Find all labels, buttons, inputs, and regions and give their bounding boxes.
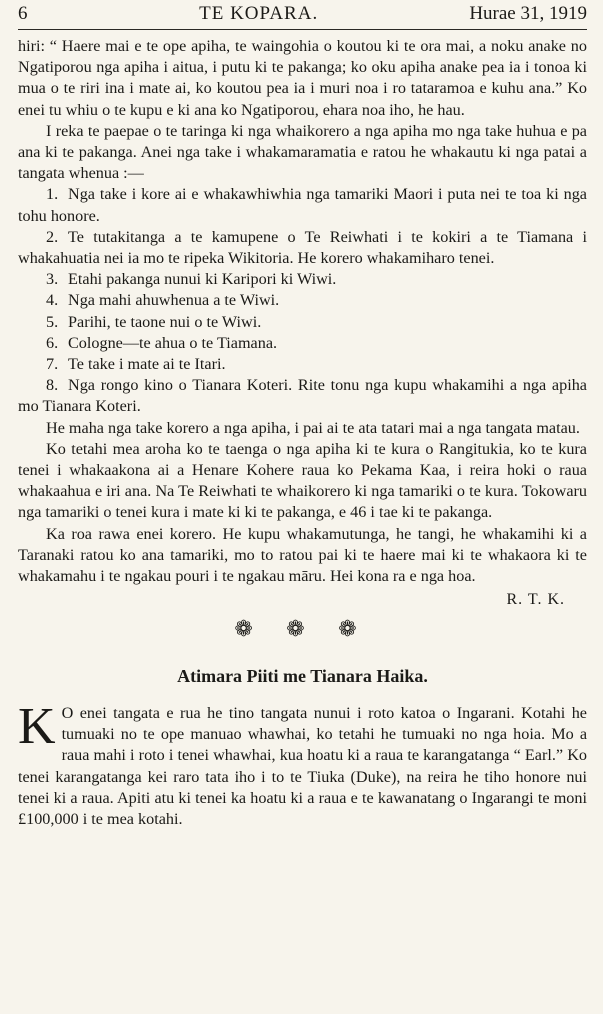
list-number: 6.: [46, 333, 59, 352]
list-text: Parihi, te taone nui o te Wiwi.: [68, 312, 262, 331]
list-text: Cologne—te ahua o te Tiamana.: [68, 333, 278, 352]
list-text: Te tutakitanga a te kamupene o Te Reiwhati i te kokiri a te Tiamana i whakahuatia nei ia mo te ripeka Wikitoria. He korero whakamiharo tenei.: [18, 227, 587, 268]
paragraph: I reka te paepae o te taringa ki nga whaikorero a nga apiha mo nga take huhua e pa ana ki te pakanga. Anei nga take i whakamaramatia e ratou he whakautu ki nga patai a tangata whenua :—: [18, 121, 587, 183]
list-item: [18, 312, 587, 333]
list-item: [18, 227, 587, 269]
list-text: Nga take i kore ai e whakawhiwhia nga tamariki Maori i puta nei te toa ki nga tohu honore.: [18, 185, 587, 225]
article-body: [18, 36, 587, 830]
list-text: Nga mahi ahuwhenua a te Wiwi.: [68, 291, 280, 310]
list-number: 7.: [46, 355, 59, 374]
list-item: [18, 269, 587, 290]
page-number: 6: [18, 3, 28, 24]
list-item: [18, 375, 587, 417]
list-number: 4.: [46, 291, 59, 310]
list-number: 8.: [46, 376, 59, 395]
flower-ornament-icon: ❁ ❁ ❁: [234, 616, 371, 642]
list-item: [18, 354, 587, 375]
paragraph: Ko tetahi mea aroha ko te taenga o nga apiha ki te kura o Rangitukia, ko te kura tenei i whakaakona ai a Henare Kohere raua ko Pekama Kaa, i reira hoki o raua whakaahua e iri ana. Na Te Reiwhati te whaikorero ki nga tamariki o te kura. Tokowaru nga tamariki o tenei kura i mate ki ki te pakanga, e 46 i tae ki te pakanga.: [18, 439, 587, 522]
list-item: [18, 184, 587, 226]
drop-cap: K: [18, 697, 56, 755]
paragraph: He maha nga take korero a nga apiha, i pai ai te ata tatari mai a nga tangata matau.: [46, 418, 580, 437]
paragraph: hiri: “ Haere mai e te ope apiha, te waingohia o koutou ki te ora mai, a noku anake no Ngatiporou nga apiha i aitua, i putu ki te pakanga; ko oku apiha anake pea ia i tonoa ki mua o te riri ina i mate ai, ko koutou pea ia i muri noa i ro tataramoa e kuhu ana.” Ko enei tu whiu o te kupu e ki ana ko Ngatiporou, ehara noa iho, he hau.: [18, 37, 587, 119]
list-number: 1.: [46, 185, 59, 204]
list-item: [18, 290, 587, 311]
list-item: [18, 333, 587, 354]
paragraph: O enei tangata e rua he tino tangata nunui i roto katoa o Ingarani. Kotahi he tumuaki no te ope manuao whawhai, ko tetahi he tumuaki no nga hoia. Mo a raua mahi i roto i tenei whawhai, kua hoatu ki a raua te karangatanga “ Earl.” Ko tenei karangatanga kei raro tata iho i to te Tiuka (Duke), na reira he tiho honore nui tenei ki a raua. Apiti atu ki tenei ka hoatu ki a raua e te kawanatang o Ingarangi te moni £100,000 i te mea kotahi.: [18, 703, 587, 828]
page-header: [18, 0, 587, 30]
publication-title: TE KOPARA.: [199, 3, 319, 24]
list-text: Etahi pakanga nunui ki Karipori ki Wiwi.: [68, 270, 337, 289]
list-text: Nga rongo kino o Tianara Koteri. Rite tonu nga kupu whakamihi a nga apiha mo Tianara Koteri.: [18, 376, 587, 416]
list-number: 2.: [46, 227, 59, 246]
article-2-body: [18, 697, 587, 830]
article-title: Atimara Piiti me Tianara Haika.: [177, 665, 428, 686]
signature: R. T. K.: [506, 591, 565, 609]
paragraph: Ka roa rawa enei korero. He kupu whakamutunga, he tangi, he whakamihi ki a Taranaki ratou ko ana tamariki, mo to ratou pai ki te haere mai ki te whakaora ki te whakamahu i te ngakau pouri i te ngakau māru. Hei kona ra e nga hoa.: [18, 524, 587, 586]
list-number: 3.: [46, 270, 59, 289]
issue-date: Hurae 31, 1919: [469, 3, 587, 24]
list-text: Te take i mate ai te Itari.: [68, 355, 226, 374]
list-number: 5.: [46, 312, 59, 331]
topic-list: [18, 184, 587, 417]
